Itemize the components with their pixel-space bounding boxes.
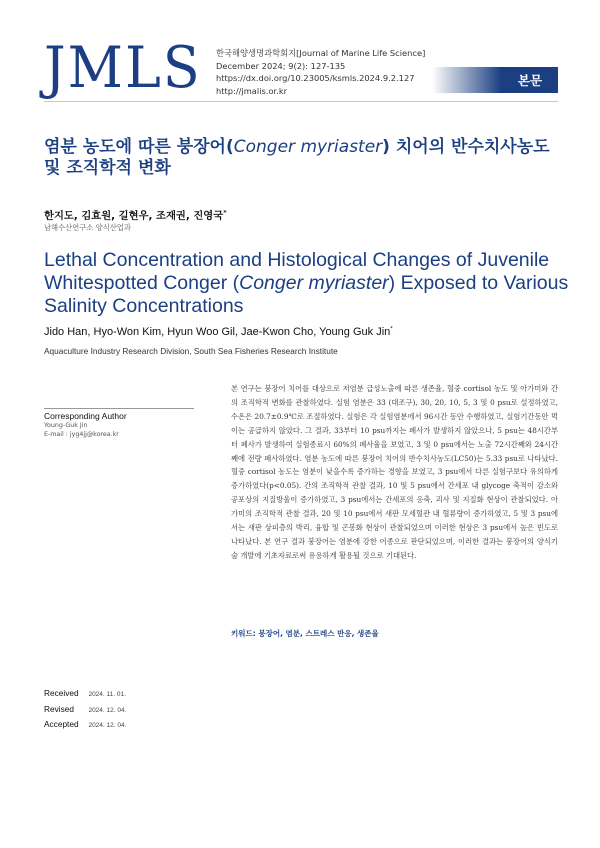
corresponding-mark: * <box>390 325 393 333</box>
date-value: 2024. 12. 04. <box>88 706 127 714</box>
header-divider <box>44 101 558 102</box>
journal-logo: JMLS <box>44 34 202 101</box>
corresponding-email[interactable]: E-mail : jyg4jj@korea.kr <box>44 431 119 438</box>
article-dates <box>44 686 126 733</box>
korean-title <box>44 137 564 178</box>
english-authors <box>44 326 393 338</box>
journal-name: 한국해양생명과학회지[Journal of Marine Life Science] <box>216 48 426 58</box>
corresponding-name: Young-Guk Jin <box>44 422 88 429</box>
korean-authors <box>44 207 227 222</box>
date-label: Accepted <box>44 719 79 729</box>
date-value: 2024. 11. 01. <box>88 691 126 698</box>
corresponding-heading: Corresponding Author <box>44 411 127 421</box>
date-accepted <box>44 717 126 733</box>
korean-title-species: Conger myriaster <box>233 137 383 157</box>
english-title-part2: ) Exposed to Various Salinity Concentrations <box>44 272 569 317</box>
korean-author-list: 한지도, 김효원, 길현우, 조재권, 진영국 <box>44 210 224 222</box>
doi-link[interactable]: https://dx.doi.org/10.23005/ksmls.2024.9.2.127 <box>216 73 415 83</box>
date-label: Revised <box>44 703 74 714</box>
journal-meta <box>216 47 425 97</box>
english-title <box>44 249 574 318</box>
corresponding-author-box <box>44 408 194 439</box>
english-title-part1: Lethal Concentration and Histological Changes of Juvenile Whitespotted Conger ( <box>44 249 550 294</box>
abstract <box>231 382 558 563</box>
journal-url[interactable]: http://jmalis.or.kr <box>216 85 288 96</box>
english-author-list: Jido Han, Hyo-Won Kim, Hyun Woo Gil, Jae-Kwon Cho, Young Guk Jin <box>44 326 391 338</box>
date-value: 2024. 12. 04. <box>88 722 127 729</box>
corresponding-mark: * <box>223 208 227 217</box>
section-bar <box>432 67 558 93</box>
english-affiliation: Aquaculture Industry Research Division, South Sea Fisheries Research Institute <box>44 346 338 356</box>
abstract-text: 본 연구는 붕장어 치어를 대상으로 저염분 급성노출에 따른 생존율, 혈중 cortisol 농도 및 아가미와 간의 조직학적 변화를 관찰하였다. 실험 염분은 33 (대조구), 30, 20, 10, 5, 3 및 0 psu로 설정하였고, 수온은 20.7±0.9℃로 조절하였다. 실험은 각 실험염분에서 96시간 동안 수행하였고, 실험기간동안 먹이는 공급하지 않았다. 그 결과, 33부터 10 psu까지는 폐사가 발생하지 않았으나, 5 psu는 48시간부터 폐사가 발생하여 실험종료시 60%의 폐사율을 보였고, 3 및 0 psu에서는 노출 72시간째와 24시간째에 전량 폐사하였다. 염분 농도에 따른 붕장어 치어의 반수치사농도(LC50)는 5.33 psu로 나타났다. 혈중 cortisol 농도는 염분이 낮을수록 증가하는 경향을 보였고, 3 psu에서 다른 실험구보다 유의하게 증가하였다(p<0.05). 간의 조직학적 관찰 결과, 10 및 5 psu에서 간세포 내 glycoge 축적이 감소와 공포상의 지질방울이 증가하였고, 3 psu에서는 간세포의 응축, 괴사 및 지질화 현상이 관찰되었다. 아가미의 조직학적 관찰 결과, 20 및 10 psu에서 새판 모세혈관 내 혈류량이 증가하였고, 5 및 3 psu에서는 새판 상피층의 박리, 융합 및 곤봉화 현상이 관찰되었으며 이러한 현상은 3 psu에서 높은 빈도로 나타났다. 본 연구 결과 붕장어는 염분에 강한 어종으로 판단되었으며, 이러한 결과는 붕장어의 양식기술 개발에 기초자료로써 유용하게 활용될 것으로 기대된다. <box>231 384 558 560</box>
keywords: 키워드: 붕장어, 염분, 스트레스 반응, 생존율 <box>231 629 379 638</box>
korean-affiliation: 남해수산연구소 양식산업과 <box>44 223 131 232</box>
korean-title-part2: ) 치어의 반수치사농도 및 조직학적 변화 <box>44 137 550 178</box>
korean-title-part1: 염분 농도에 따른 붕장어( <box>44 137 234 157</box>
english-title-species: Conger myriaster <box>239 272 389 294</box>
date-label: Received <box>44 688 79 698</box>
journal-issue: December 2024; 9(2): 127-135 <box>216 60 346 71</box>
section-badge: 본문 <box>517 73 543 88</box>
